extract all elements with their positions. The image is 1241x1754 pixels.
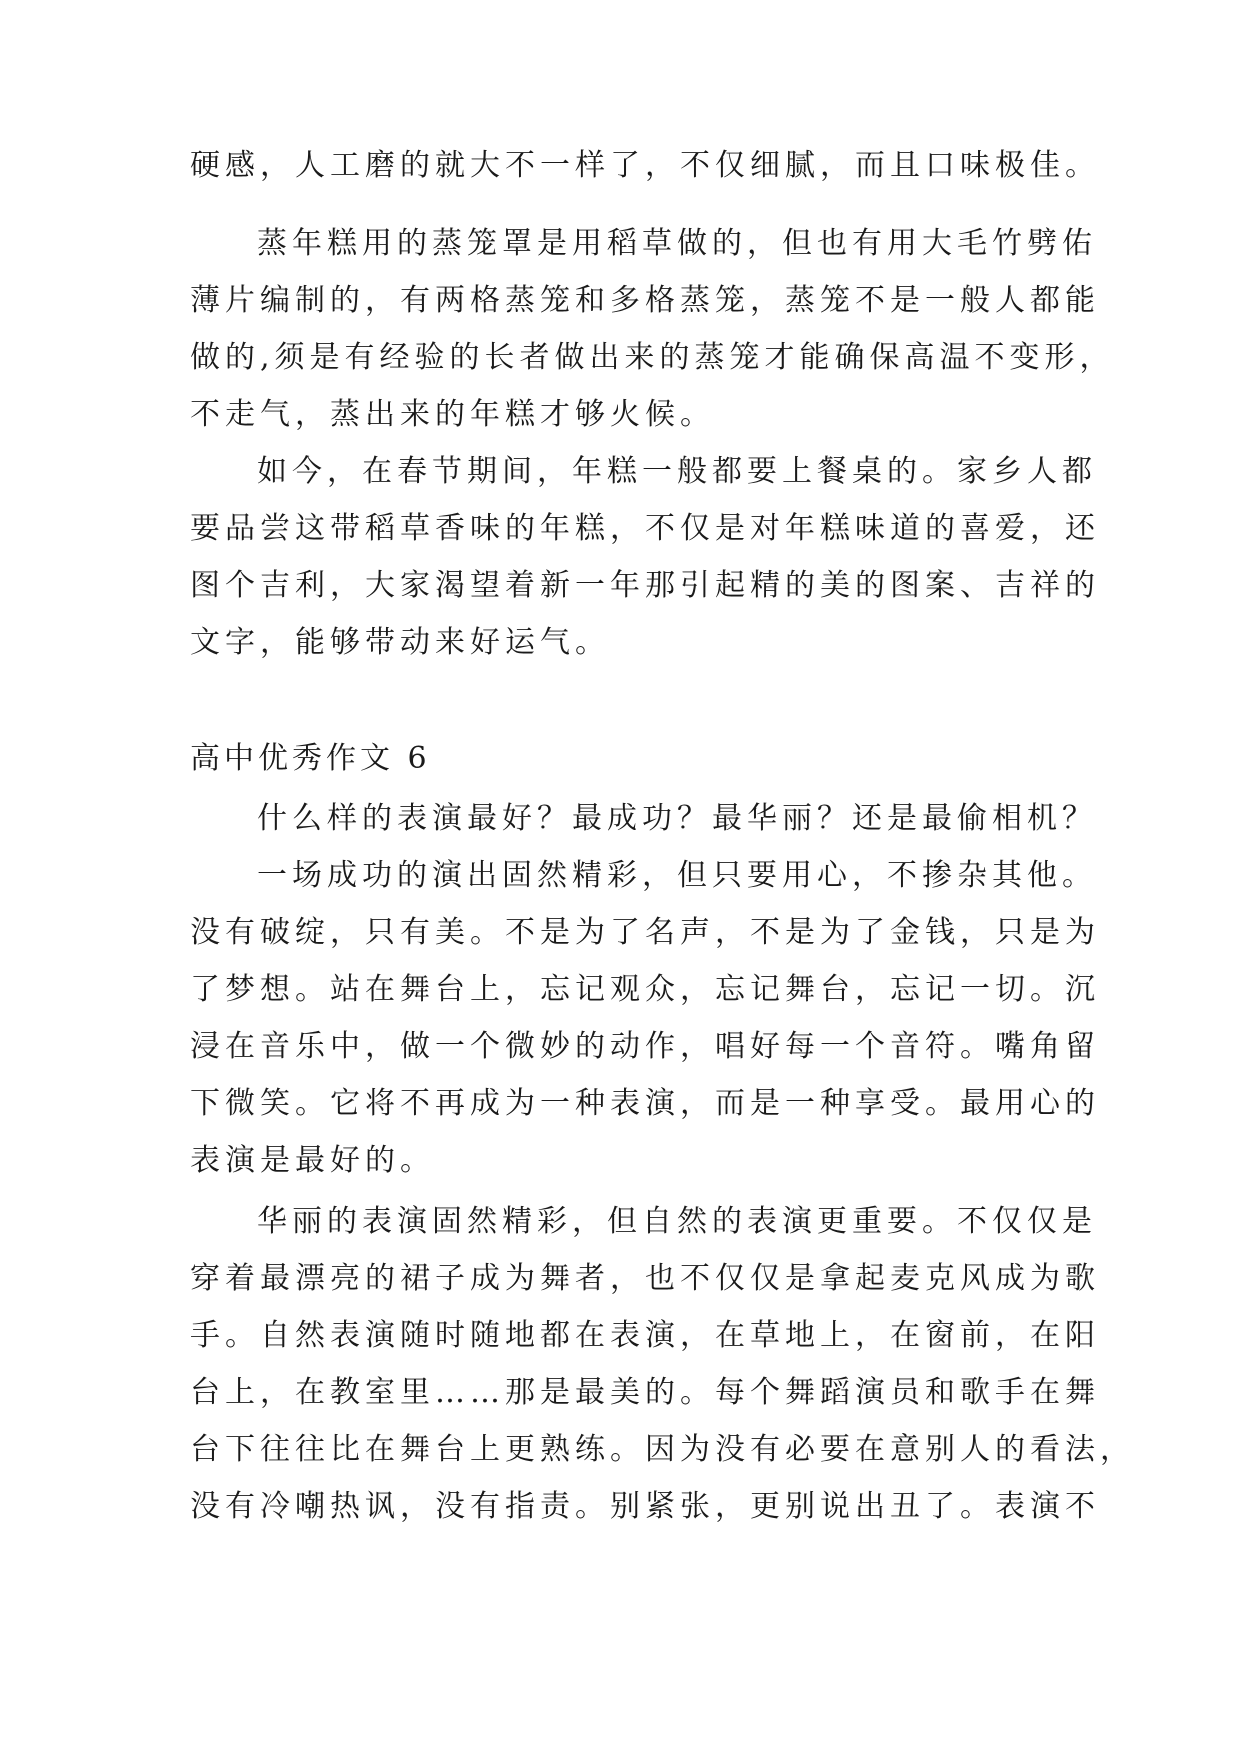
line-text: 台下往往比在舞台上更熟练。因为没有必要在意别人的看法， — [190, 1432, 1135, 1467]
text-line — [0, 793, 1241, 845]
line-text: 图个吉利，大家渴望着新一年那引起精的美的图案、吉祥的 — [190, 568, 1100, 603]
line-text: 做的,须是有经验的长者做出来的蒸笼才能确保高温不变形， — [190, 340, 1115, 375]
line-text: 文字，能够带动来好运气。 — [190, 625, 610, 660]
line-text: 什么样的表演最好？最成功？最华丽？还是最偷相机？ — [257, 801, 1097, 836]
text-line — [0, 1196, 1241, 1248]
text-line — [0, 964, 1241, 1016]
text-line — [0, 1078, 1241, 1130]
line-text: 蒸年糕用的蒸笼罩是用稻草做的，但也有用大毛竹劈佑 — [257, 226, 1097, 261]
line-text: 硬感，人工磨的就大不一样了，不仅细腻，而且口味极佳。 — [190, 148, 1100, 183]
line-text: 要品尝这带稻草香味的年糕，不仅是对年糕味道的喜爱，还 — [190, 511, 1100, 546]
text-line — [0, 617, 1241, 669]
text-line — [0, 503, 1241, 555]
text-line — [0, 275, 1241, 327]
line-text: 薄片编制的，有两格蒸笼和多格蒸笼，蒸笼不是一般人都能 — [190, 283, 1100, 318]
line-text: 了梦想。站在舞台上，忘记观众，忘记舞台，忘记一切。沉 — [190, 972, 1100, 1007]
text-line — [0, 560, 1241, 612]
line-text: 如今，在春节期间，年糕一般都要上餐桌的。家乡人都 — [257, 454, 1097, 489]
text-line — [0, 140, 1241, 192]
text-line — [0, 446, 1241, 498]
text-line — [0, 218, 1241, 270]
line-text: 没有冷嘲热讽，没有指责。别紧张，更别说出丑了。表演不 — [190, 1489, 1100, 1524]
line-text: 下微笑。它将不再成为一种表演，而是一种享受。最用心的 — [190, 1086, 1100, 1121]
line-text: 穿着最漂亮的裙子成为舞者，也不仅仅是拿起麦克风成为歌 — [190, 1261, 1100, 1296]
section-heading — [0, 733, 1241, 785]
line-text: 不走气，蒸出来的年糕才够火候。 — [190, 397, 715, 432]
line-text: 浸在音乐中，做一个微妙的动作，唱好每一个音符。嘴角留 — [190, 1029, 1100, 1064]
text-line — [0, 389, 1241, 441]
line-text: 没有破绽，只有美。不是为了名声，不是为了金钱，只是为 — [190, 915, 1100, 950]
text-line — [0, 1424, 1241, 1476]
text-line — [0, 850, 1241, 902]
line-text: 手。自然表演随时随地都在表演，在草地上，在窗前，在阳 — [190, 1318, 1100, 1353]
text-line — [0, 1253, 1241, 1305]
text-line — [0, 1481, 1241, 1533]
text-line — [0, 1310, 1241, 1362]
heading-text: 高中优秀作文 6 — [190, 741, 431, 776]
line-text: 表演是最好的。 — [190, 1143, 435, 1178]
text-line — [0, 1135, 1241, 1187]
text-line — [0, 1367, 1241, 1419]
line-text: 台上，在教室里……那是最美的。每个舞蹈演员和歌手在舞 — [190, 1375, 1100, 1410]
text-line — [0, 332, 1241, 384]
text-line — [0, 907, 1241, 959]
line-text: 一场成功的演出固然精彩，但只要用心，不掺杂其他。 — [257, 858, 1097, 893]
line-text: 华丽的表演固然精彩，但自然的表演更重要。不仅仅是 — [257, 1204, 1097, 1239]
text-line — [0, 1021, 1241, 1073]
